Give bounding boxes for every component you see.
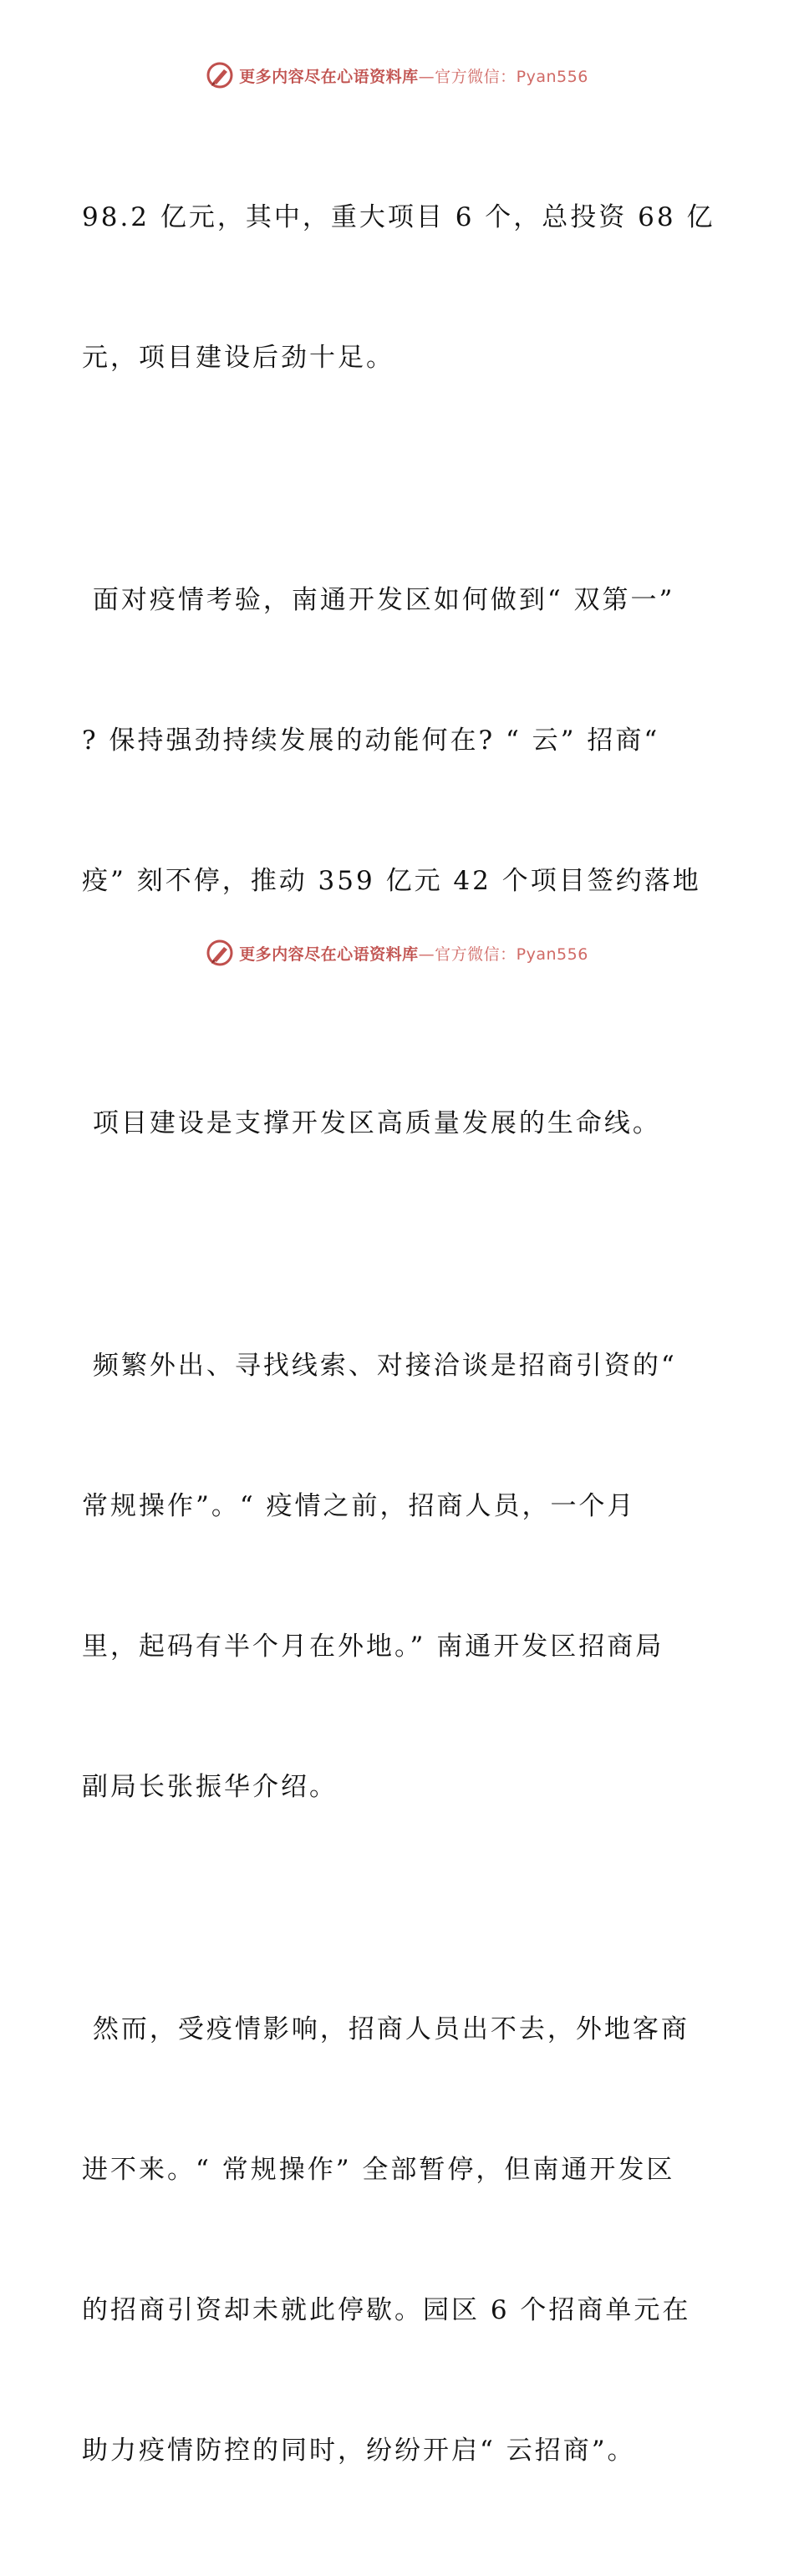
text-line: 然而，受疫情影响，招商人员出不去，外地客商 [82, 2014, 690, 2044]
paragraph [82, 100, 717, 475]
header-watermark [0, 59, 794, 92]
pen-logo-icon [206, 939, 234, 967]
text-line: 疫” 刻不停，推动 359 亿元 42 个项目签约落地 [82, 866, 701, 896]
watermark-text [239, 942, 588, 965]
text-line: 面对疫情考验，南通开发区如何做到“ 双第一” [82, 585, 675, 615]
paragraph [82, 1006, 717, 1240]
text-line: 元，项目建设后劲十足。 [82, 343, 394, 373]
watermark-main-text: 更多内容尽在心语资料库 [239, 944, 419, 964]
footer-watermark [0, 936, 794, 970]
text-line: 助力疫情防控的同时，纷纷开启“ 云招商”。 [82, 2436, 636, 2466]
text-line: 副局长张振华介绍。 [82, 1772, 338, 1802]
text-line: 的招商引资却未就此停歇。园区 6 个招商单元在 [82, 2295, 691, 2325]
watermark-text [239, 64, 588, 87]
watermark-contact-text: —官方微信：Pyan556 [418, 944, 588, 964]
text-line: 项目建设是支撑开发区高质量发展的生命线。 [82, 1108, 661, 1138]
text-line: ? 保持强劲持续发展的动能何在? “ 云” 招商“ [82, 725, 660, 756]
paragraph [82, 1912, 717, 2568]
paragraph [82, 483, 717, 998]
pen-logo-icon [206, 61, 234, 89]
text-line: 进不来。“ 常规操作” 全部暂停，但南通开发区 [82, 2155, 675, 2185]
text-line: 98.2 亿元，其中，重大项目 6 个，总投资 68 亿 [82, 202, 715, 232]
document-body [82, 100, 717, 2576]
watermark-contact-text: —官方微信：Pyan556 [418, 67, 588, 86]
watermark-main-text: 更多内容尽在心语资料库 [239, 67, 419, 86]
text-line: 常规操作”。“ 疫情之前，招商人员，一个月 [82, 1491, 636, 1521]
text-line: 里，起码有半个月在外地。” 南通开发区招商局 [82, 1632, 664, 1662]
text-line: 频繁外出、寻找线索、对接洽谈是招商引资的“ [82, 1351, 677, 1381]
paragraph [82, 1249, 717, 1904]
